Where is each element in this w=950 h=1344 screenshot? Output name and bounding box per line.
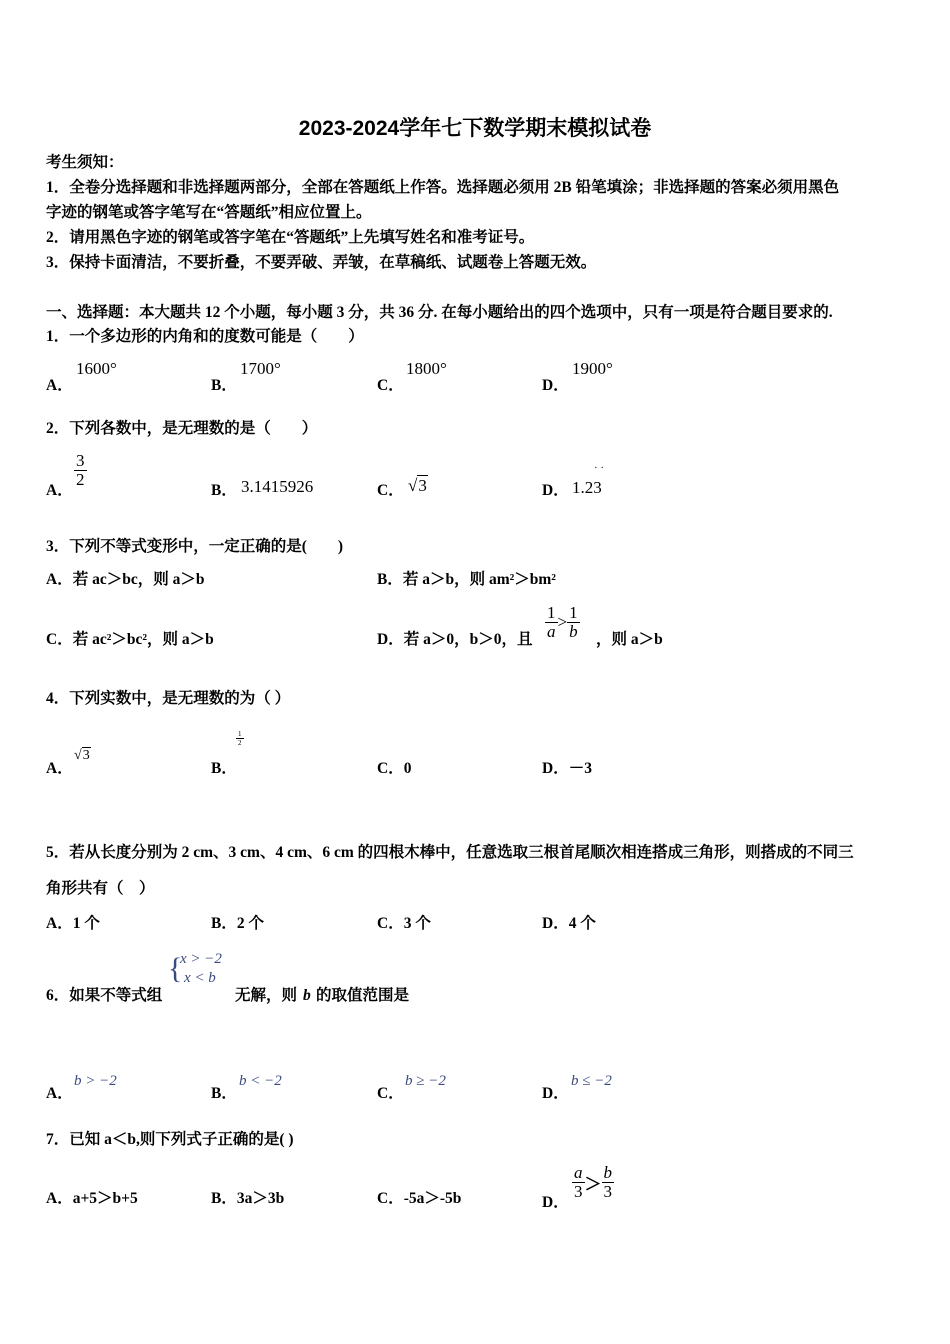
q1-option-b-label: B． [211,377,237,394]
fraction-denominator: 2 [76,470,85,489]
question-6-variable: b [303,987,311,1004]
q2-option-d-value: 1.23 [572,478,602,497]
q6-option-c-label: C． [377,1085,404,1102]
q2-option-a-fraction [74,452,87,489]
fraction-denominator: 2 [238,739,242,747]
q7-option-d-expression [572,1164,614,1201]
fraction-denominator: 3 [603,1182,612,1201]
fraction-numerator: 1 [569,603,578,622]
q6-option-c-value: b ≥ −2 [405,1073,446,1089]
q6-option-a-value: b > −2 [74,1073,117,1089]
fraction-numerator: b [603,1163,612,1182]
question-3-stem: 3．下列不等式变形中，一定正确的是( ) [46,538,344,555]
greater-than-sign: > [557,612,568,632]
q3-option-d-expression [545,604,580,641]
q4-option-b-label: B． [211,760,237,777]
notice-line: 3．保持卡面清洁，不要折叠，不要弄破、弄皱，在草稿纸、试题卷上答题无效。 [46,254,597,271]
q2-option-b-value: 3.1415926 [241,477,314,496]
q2-option-a-label: A． [46,482,73,499]
section-heading: 一、选择题：本大题共 12 个小题，每小题 3 分，共 36 分. 在每小题给出的四个选项中，只有一项是符合题目要求的. [46,304,833,321]
q1-option-b-value: 1700° [240,359,281,378]
q5-option-b: B．2 个 [211,915,264,932]
radicand: 3 [82,748,90,763]
fraction-denominator: 3 [574,1182,583,1201]
fraction-numerator: 1 [547,603,556,622]
q4-option-d: D．－3 [542,760,592,777]
q3-option-d-prefix: D．若 a＞0，b＞0，且 [377,631,533,648]
system-inequality-2: x < b [184,970,216,986]
q6-option-d-label: D． [542,1085,569,1102]
q7-option-a: A．a+5＞b+5 [46,1190,138,1207]
notice-line: 1．全卷分选择题和非选择题两部分，全部在答题纸上作答。选择题必须用 2B 铅笔填涂；非选择题的答案必须用黑色 [46,179,840,196]
q7-option-c: C．-5a＞-5b [377,1190,462,1207]
fraction-numerator: 3 [76,451,85,470]
notice-line: 字迹的钢笔或答字笔写在“答题纸”相应位置上。 [46,204,372,221]
question-4-stem: 4．下列实数中，是无理数的为（ ） [46,690,291,707]
q4-option-b-fraction [236,730,244,747]
q3-option-c: C．若 ac²＞bc²，则 a＞b [46,631,214,648]
page-title: 2023-2024学年七下数学期末模拟试卷 [298,117,652,140]
question-5-stem: 5．若从长度分别为 2 cm、3 cm、4 cm、6 cm 的四根木棒中，任意选取三根首尾顺次相连搭成三角形，则搭成的不同三 [46,844,854,861]
system-brace: { [168,952,183,985]
q1-option-d-value: 1900° [572,359,613,378]
question-2-stem: 2．下列各数中，是无理数的是（ ） [46,420,318,437]
notice-line: 2．请用黑色字迹的钢笔或答字笔在“答题纸”上先填写姓名和准考证号。 [46,229,535,246]
question-1-stem: 1．一个多边形的内角和的度数可能是（ ） [46,328,364,345]
q6-option-d-value: b ≤ −2 [571,1073,612,1089]
fraction-numerator: 1 [238,730,242,738]
fraction-denominator: b [569,622,578,641]
notice-heading: 考生须知： [46,154,124,171]
q4-option-c: C．0 [377,760,412,777]
q3-option-d-suffix: ，则 a＞b [596,631,663,648]
question-7-stem: 7．已知 a＜b,则下列式子正确的是( ) [46,1131,294,1148]
q1-option-a-label: A． [46,377,73,394]
q1-option-c-label: C． [377,377,404,394]
q2-option-c-sqrt: √3 [408,476,427,495]
q5-option-c: C．3 个 [377,915,431,932]
q6-option-a-label: A． [46,1085,73,1102]
q7-option-b: B．3a＞3b [211,1190,285,1207]
q6-option-b-label: B． [211,1085,237,1102]
q3-option-a: A．若 ac＞bc，则 a＞b [46,571,205,588]
q6-option-b-value: b < −2 [239,1073,282,1089]
question-6-stem-end: 的取值范围是 [316,987,410,1004]
q5-option-d: D．4 个 [542,915,596,932]
radicand: 3 [418,476,427,495]
question-6-stem-mid: 无解，则 [235,987,298,1004]
q1-option-d-label: D． [542,377,569,394]
q2-option-c-label: C． [377,482,404,499]
q1-option-c-value: 1800° [406,359,447,378]
q4-option-a-sqrt: √3 [74,748,90,763]
system-inequality-1: x > −2 [180,951,222,967]
fraction-numerator: a [574,1163,583,1182]
q1-option-a-value: 1600° [76,359,117,378]
question-6-stem: 6．如果不等式组 [46,987,163,1004]
q7-option-d-label: D． [542,1194,569,1211]
question-5-stem-cont: 角形共有（ ） [46,880,155,897]
q2-option-b-label: B． [211,482,237,499]
q2-option-d-label: D． [542,482,569,499]
repeating-dots: · · [594,462,605,474]
q5-option-a: A．1 个 [46,915,100,932]
greater-than-sign: ＞ [584,1175,602,1194]
q3-option-b: B．若 a＞b，则 am²＞bm² [377,571,556,588]
fraction-denominator: a [547,622,556,641]
q4-option-a-label: A． [46,760,73,777]
